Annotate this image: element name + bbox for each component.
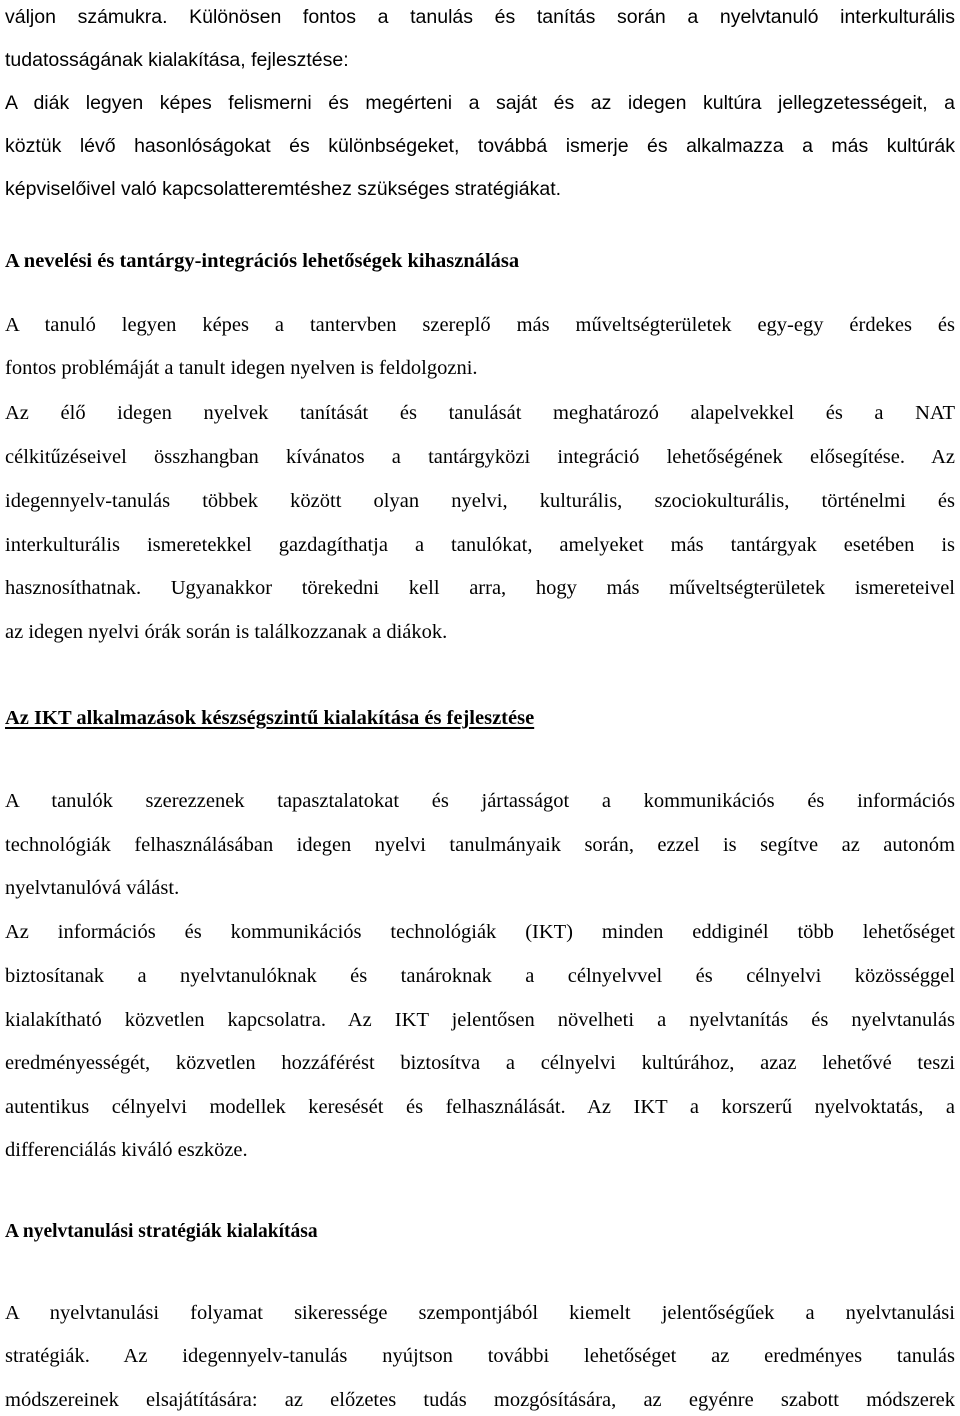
- paragraph-line: A tanulók szerezzenek tapasztalatokat és jártasságot a kommunikációs és információs: [5, 790, 955, 812]
- paragraph-line: idegennyelv-tanulás többek között olyan nyelvi, kulturális, szociokulturális, történelmi és: [5, 490, 955, 512]
- paragraph-line: differenciálás kiváló eszköze.: [5, 1139, 248, 1161]
- paragraph-line: hasznosíthatnak. Ugyanakkor törekedni kell arra, hogy más műveltségterületek ismereteivel: [5, 577, 955, 599]
- section-heading: A nyelvtanulási stratégiák kialakítása: [5, 1221, 318, 1242]
- paragraph-line: technológiák felhasználásában idegen nyelvi tanulmányaik során, ezzel is segítve az autonóm: [5, 834, 955, 856]
- paragraph-line: célkitűzéseivel összhangban kívánatos a tantárgyközi integráció lehetőségének elősegítése. Az: [5, 446, 955, 468]
- paragraph-line: Az információs és kommunikációs technológiák (IKT) minden eddiginél több lehetőséget: [5, 921, 955, 943]
- paragraph-line: Az élő idegen nyelvek tanítását és tanulását meghatározó alapelvekkel és a NAT: [5, 402, 955, 424]
- paragraph-line: A nyelvtanulási folyamat sikeressége szempontjából kiemelt jelentőségűek a nyelvtanulási: [5, 1302, 955, 1324]
- paragraph-line: váljon számukra. Különösen fontos a tanulás és tanítás során a nyelvtanuló interkulturális: [5, 6, 955, 28]
- paragraph-line: kialakítható közvetlen kapcsolatra. Az IKT jelentősen növelheti a nyelvtanítás és nyelvtanulás: [5, 1009, 955, 1031]
- paragraph-line: módszereinek elsajátítására: az előzetes tudás mozgósítására, az egyénre szabott módszerek: [5, 1389, 955, 1411]
- paragraph-line: tudatosságának kialakítása, fejlesztése:: [5, 49, 349, 71]
- paragraph-line: fontos problémáját a tanult idegen nyelven is feldolgozni.: [5, 357, 478, 379]
- paragraph-line: stratégiák. Az idegennyelv-tanulás nyújtson további lehetőséget az eredményes tanulás: [5, 1345, 955, 1367]
- paragraph-line: interkulturális ismeretekkel gazdagíthatja a tanulókat, amelyeket más tantárgyak esetében is: [5, 534, 955, 556]
- paragraph-line: eredményességét, közvetlen hozzáférést biztosítva a célnyelvi kultúrához, azaz lehetővé teszi: [5, 1052, 955, 1074]
- paragraph-line: A diák legyen képes felismerni és megérteni a saját és az idegen kultúra jellegzetességeit, a: [5, 92, 955, 114]
- paragraph-line: képviselőivel való kapcsolatteremtéshez szükséges stratégiákat.: [5, 178, 562, 200]
- paragraph-line: az idegen nyelvi órák során is találkozzanak a diákok.: [5, 621, 448, 643]
- paragraph-line: A tanuló legyen képes a tantervben szereplő más műveltségterületek egy-egy érdekes és: [5, 314, 955, 336]
- section-heading: A nevelési és tantárgy-integrációs lehetőségek kihasználása: [5, 250, 520, 272]
- paragraph-line: biztosítanak a nyelvtanulóknak és tanároknak a célnyelvvel és célnyelvi közösséggel: [5, 965, 955, 987]
- section-heading: Az IKT alkalmazások készségszintű kialakítása és fejlesztése: [5, 707, 535, 729]
- paragraph-line: nyelvtanulóvá válást.: [5, 877, 180, 899]
- paragraph-line: autentikus célnyelvi modellek keresését és felhasználását. Az IKT a korszerű nyelvoktatás, a: [5, 1096, 955, 1118]
- paragraph-line: köztük lévő hasonlóságokat és különbségeket, továbbá ismerje és alkalmazza a más kultúrák: [5, 135, 955, 157]
